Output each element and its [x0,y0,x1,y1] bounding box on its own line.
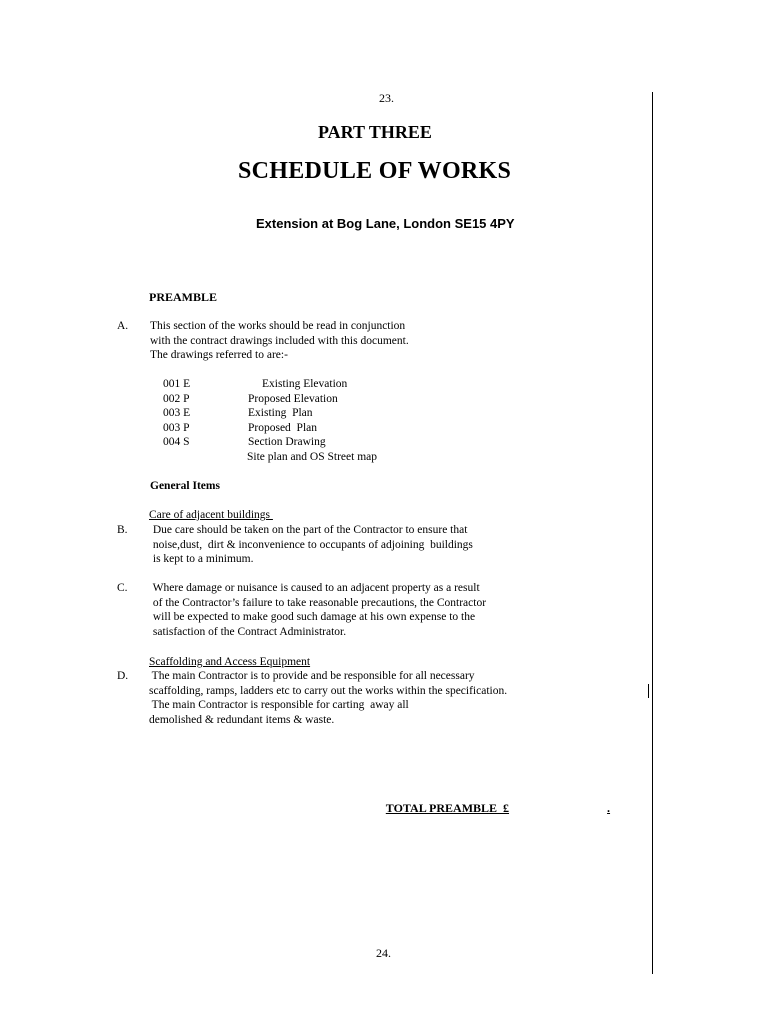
general-items-heading: General Items [150,480,220,492]
drawing-desc: Existing Elevation [262,378,348,390]
section-d-text [149,669,507,727]
section-c-line: Where damage or nuisance is caused to an adjacent property as a result [150,582,480,594]
drawing-code: 001 E [163,378,191,390]
page-number-bottom: 24. [376,946,391,960]
margin-mark [648,684,649,698]
drawing-code: 003 P [163,421,190,434]
section-b-line: is kept to a minimum. [150,553,254,565]
part-title: PART THREE [318,122,432,142]
drawing-desc: Proposed Plan [248,421,317,434]
drawing-desc: Section Drawing [248,436,326,448]
total-preamble-row [380,786,610,816]
section-a-line: with the contract drawings included with this document. [150,334,409,347]
care-heading: Care of adjacent buildings [149,509,273,521]
section-d-letter: D. [117,670,129,682]
section-c-line: of the Contractor’s failure to take reasonable precautions, the Contractor [150,596,487,609]
section-b-letter: B. [117,524,128,536]
section-d-line: The main Contractor is to provide and be responsible for all necessary [149,670,475,682]
page-number-top: 23. [379,91,394,105]
section-a-text [150,319,409,363]
total-preamble-label: TOTAL PREAMBLE £ [385,801,510,815]
section-b-text [150,523,473,567]
drawing-code: 002 P [163,392,190,405]
section-d-line: scaffolding, ramps, ladders etc to carry out the works within the specification. [149,684,508,697]
scaffolding-heading: Scaffolding and Access Equipment [149,656,311,668]
preamble-heading: PREAMBLE [149,290,218,304]
drawing-desc: Proposed Elevation [248,392,338,405]
section-b-line: noise,dust, dirt & inconvenience to occupants of adjoining buildings [150,538,473,551]
schedule-title: SCHEDULE OF WORKS [238,158,512,184]
section-c-line: satisfaction of the Contract Administrator. [150,625,347,638]
section-d-line: demolished & redundant items & waste. [149,713,335,726]
section-c-line: will be expected to make good such damage at his own expense to the [150,611,476,623]
drawing-code: 003 E [163,407,191,419]
section-a-line: The drawings referred to are:- [150,349,288,361]
project-subtitle: Extension at Bog Lane, London SE15 4PY [256,216,515,231]
margin-rule [652,92,653,974]
drawing-desc: Site plan and OS Street map [247,450,377,463]
total-preamble-end: . [607,801,611,815]
drawing-code: 004 S [163,436,190,448]
section-c-letter: C. [117,582,128,594]
section-c-text [150,581,486,639]
section-a-letter: A. [117,320,129,332]
section-b-line: Due care should be taken on the part of the Contractor to ensure that [150,524,468,536]
section-a-line: This section of the works should be read in conjunction [150,320,406,332]
section-d-line: The main Contractor is responsible for carting away all [149,699,409,711]
drawing-desc: Existing Plan [248,407,313,419]
